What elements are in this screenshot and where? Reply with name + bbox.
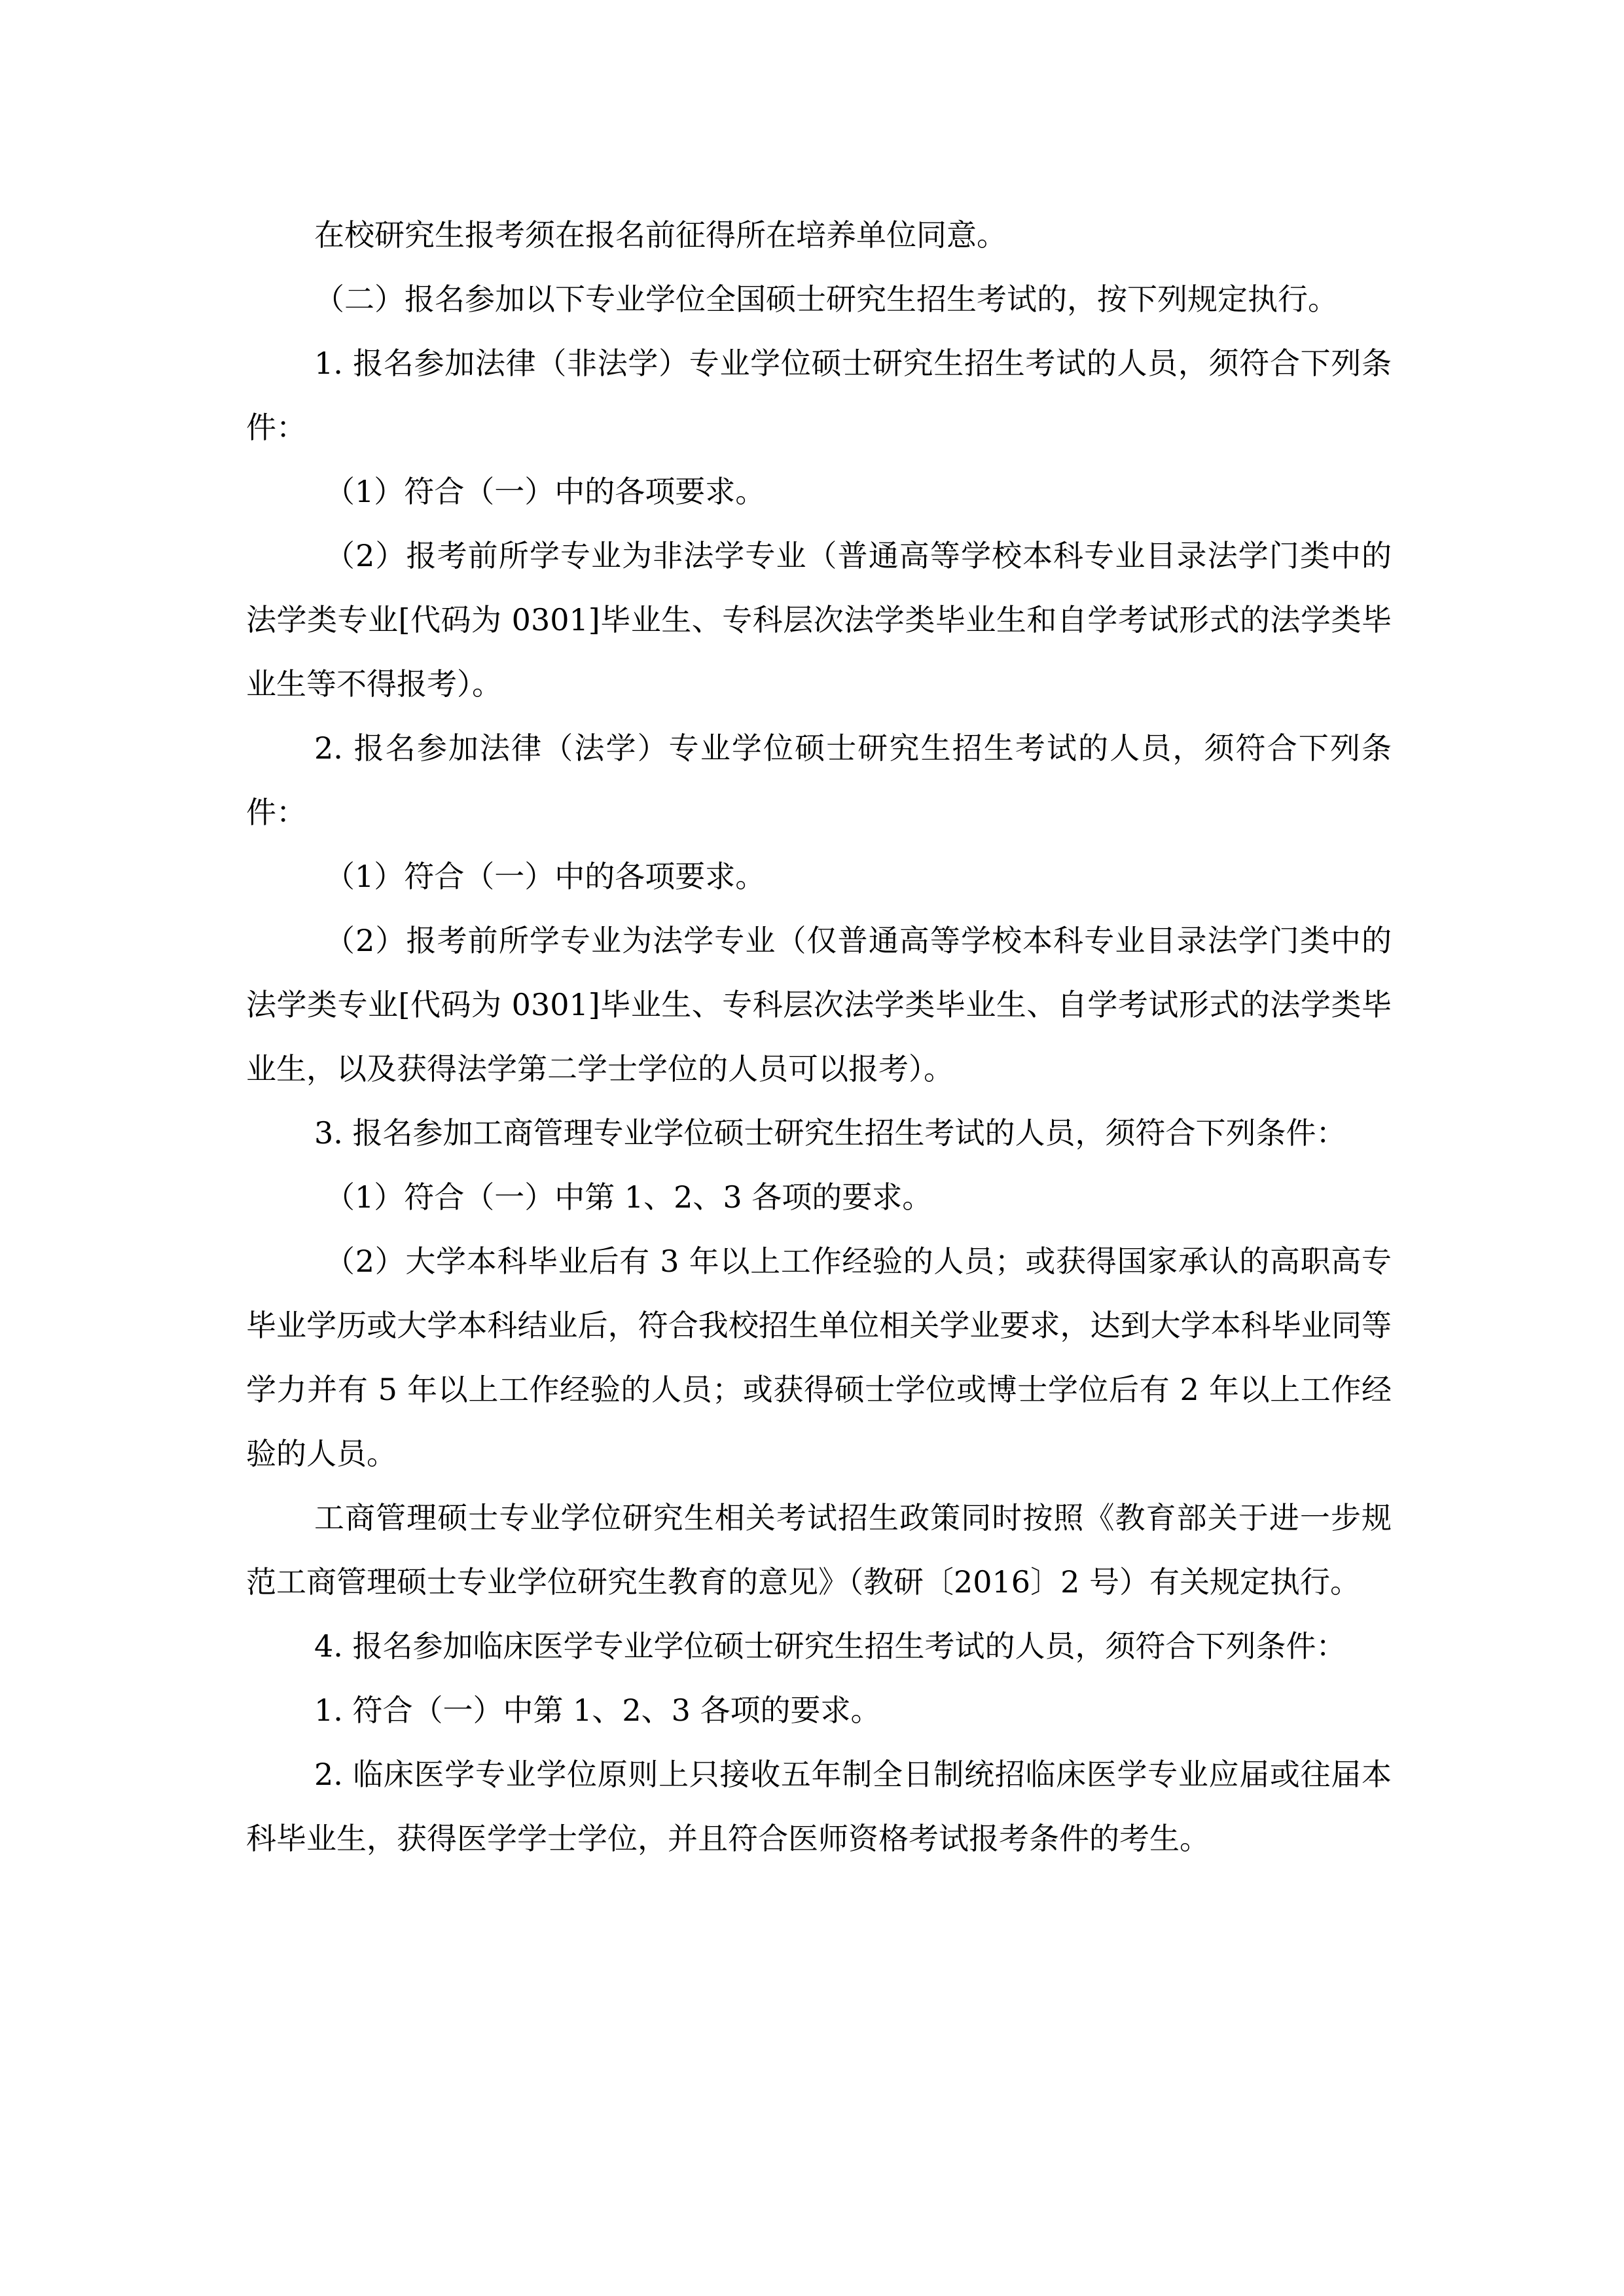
paragraph-law-non-law-cond-1: （1）符合（一）中的各项要求。 — [325, 474, 766, 509]
paragraph-law-law-cond-2: （2）报考前所学专业为法学专业（仅普通高等学校本科专业目录法学门类中的法学类专业[代码为 0301]毕业生、专科层次法学类毕业生、自学考试形式的法学类毕业生，以及获得法学第二学士学位的人员可以报考）。 — [246, 923, 1392, 1086]
paragraph-consent: 在校研究生报考须在报名前征得所在培养单位同意。 — [314, 217, 1007, 253]
paragraph-clinical-intro: 4. 报名参加临床医学专业学位硕士研究生招生考试的人员，须符合下列条件： — [314, 1628, 1346, 1664]
paragraph-law-non-law-intro: 1. 报名参加法律（非法学）专业学位硕士研究生招生考试的人员，须符合下列条件： — [246, 346, 1392, 445]
paragraph-section-two-heading: （二）报名参加以下专业学位全国硕士研究生招生考试的，按下列规定执行。 — [314, 281, 1338, 317]
paragraph-mba-cond-1: （1）符合（一）中第 1、2、3 各项的要求。 — [325, 1179, 933, 1215]
paragraph-mba-policy: 工商管理硕士专业学位研究生相关考试招生政策同时按照《教育部关于进一步规范工商管理硕士专业学位研究生教育的意见》（教研〔2016〕2 号）有关规定执行。 — [246, 1500, 1392, 1600]
paragraph-clinical-cond-2: 2. 临床医学专业学位原则上只接收五年制全日制统招临床医学专业应届或往届本科毕业生，获得医学学士学位，并且符合医师资格考试报考条件的考生。 — [246, 1757, 1392, 1856]
paragraph-clinical-cond-1: 1. 符合（一）中第 1、2、3 各项的要求。 — [314, 1693, 881, 1728]
paragraph-law-law-intro: 2. 报名参加法律（法学）专业学位硕士研究生招生考试的人员，须符合下列条件： — [246, 730, 1392, 830]
paragraph-mba-intro: 3. 报名参加工商管理专业学位硕士研究生招生考试的人员，须符合下列条件： — [314, 1115, 1346, 1151]
paragraph-mba-cond-2: （2）大学本科毕业后有 3 年以上工作经验的人员；或获得国家承认的高职高专毕业学历或大学本科结业后，符合我校招生单位相关学业要求，达到大学本科毕业同等学力并有 5 年以上工作经验的人员；或获得硕士学位或博士学位后有 2 年以上工作经验的人员。 — [246, 1244, 1392, 1471]
document-body — [246, 203, 1392, 1871]
paragraph-law-non-law-cond-2: （2）报考前所学专业为非法学专业（普通高等学校本科专业目录法学门类中的法学类专业[代码为 0301]毕业生、专科层次法学类毕业生和自学考试形式的法学类毕业生等不得报考）。 — [246, 538, 1392, 702]
paragraph-law-law-cond-1: （1）符合（一）中的各项要求。 — [325, 859, 766, 894]
